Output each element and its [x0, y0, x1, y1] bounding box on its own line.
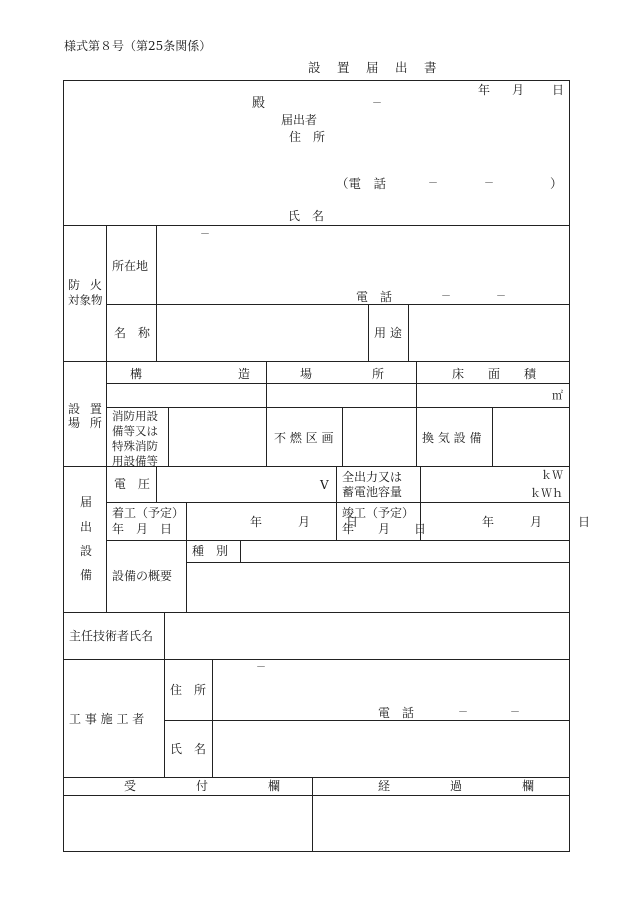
rule-install-bottom — [63, 466, 570, 467]
equipment-label-1: 届 — [80, 495, 93, 509]
contractor-name-label: 氏 名 — [170, 742, 207, 756]
addressee-dono: 殿 — [252, 96, 266, 111]
contractor-phone-label: 電 話 — [378, 706, 415, 720]
output-kw: ｋＷ — [541, 469, 563, 482]
rule-contractor-mid — [164, 720, 570, 721]
notifier-phone-dash2: － — [484, 178, 494, 189]
rule-kind-bottom — [186, 562, 570, 563]
install-place-label-2: 場 所 — [68, 416, 105, 430]
fire-equipment-line-4: 用設備等 — [112, 454, 158, 468]
start-label-2: 年 月 日 — [112, 522, 173, 536]
fire-target-phone-dash1: － — [441, 291, 451, 302]
contractor-phone-dash1: － — [458, 707, 468, 718]
fire-target-label-1: 防 火 — [68, 278, 105, 292]
rule-use-left — [368, 304, 369, 361]
fire-equipment-line-3: 特殊消防 — [112, 439, 158, 453]
rule-fire-target-label — [106, 225, 107, 466]
rule-equipment-row1 — [106, 502, 570, 503]
voltage-unit: V — [320, 478, 329, 492]
floor-area-unit: ㎡ — [552, 389, 563, 402]
output-kwh: ｋＷｈ — [530, 487, 563, 500]
fire-equipment-line-1: 消防用設 — [112, 409, 158, 423]
date-month: 月 — [512, 83, 525, 97]
contractor-label: 工 事 施 工 者 — [69, 712, 145, 726]
floor-area-header: 床 面 積 — [452, 367, 537, 381]
equipment-label-2: 出 — [80, 520, 93, 534]
install-place-label-1: 設 置 — [68, 402, 105, 416]
notifier-name-label: 氏 名 — [288, 209, 325, 223]
rule-contractor-sub-right — [212, 659, 213, 777]
addressee-dash: － — [372, 98, 382, 109]
rule-equipment-bottom — [63, 612, 570, 613]
rule-footer-divider — [312, 777, 313, 852]
place-header: 場 所 — [300, 367, 385, 381]
rule-engineer-right — [164, 612, 165, 659]
rule-fire-target-mid — [106, 304, 570, 305]
location-dash: － — [200, 229, 210, 240]
structure-header: 構 造 — [130, 367, 251, 381]
rule-fire-equipment-right — [168, 407, 169, 466]
output-label-2: 蓄電池容量 — [342, 485, 403, 499]
location-label: 所在地 — [112, 259, 149, 273]
rule-contractor-label-right — [164, 659, 165, 777]
rule-fire-target-bottom — [63, 361, 570, 362]
rule-start-label-right — [186, 502, 187, 612]
end-label-2: 年 月 日 — [342, 522, 427, 536]
overview-label: 設備の概要 — [112, 569, 173, 583]
notifier-phone-dash1: － — [428, 178, 438, 189]
rule-structure-right — [266, 361, 267, 466]
notifier-label: 届出者 — [281, 113, 318, 127]
rule-equipment-row2 — [106, 540, 570, 541]
rule-install-row2 — [106, 407, 570, 408]
rule-location-label — [156, 225, 157, 361]
rule-contractor-bottom — [63, 777, 570, 778]
fire-equipment-label — [112, 409, 158, 469]
kind-label: 種 別 — [192, 544, 229, 558]
document-title: 設 置 届 出 書 — [308, 60, 439, 75]
equipment-label-4: 備 — [80, 568, 93, 582]
notifier-address-label: 住 所 — [289, 130, 326, 144]
engineer-label: 主任技術者氏名 — [69, 629, 154, 643]
form-number: 様式第８号（第25条関係） — [64, 39, 212, 53]
notifier-phone-open: （電 話 — [336, 176, 387, 191]
rule-place-right — [416, 361, 417, 466]
rule-engineer-bottom — [63, 659, 570, 660]
date-day: 日 — [552, 83, 565, 97]
start-label-1: 着工（予定） — [112, 506, 185, 520]
progress-header: 経 過 欄 — [378, 779, 535, 793]
end-date-ymd: 年 月 日 — [482, 515, 591, 529]
rule-install-header — [106, 383, 570, 384]
rule-ventilation-right — [492, 407, 493, 466]
output-label-1: 全出力又は — [342, 470, 403, 484]
rule-footer-header — [63, 795, 570, 796]
contractor-address-label: 住 所 — [170, 683, 207, 697]
fire-target-use-label: 用 途 — [374, 326, 402, 340]
fire-target-phone-dash2: － — [496, 291, 506, 302]
rule-nonflammable-right — [342, 407, 343, 466]
notifier-phone-close: ） — [550, 176, 563, 191]
equipment-label-3: 設 — [80, 544, 93, 558]
rule-top-block — [63, 225, 570, 226]
fire-target-name-label: 名 称 — [114, 326, 151, 340]
fire-equipment-line-2: 備等又は — [112, 424, 158, 438]
rule-kind-right — [240, 540, 241, 562]
date-year: 年 — [478, 83, 491, 97]
voltage-label: 電 圧 — [114, 477, 151, 491]
fire-target-label-2: 対象物 — [68, 293, 103, 307]
end-label-1: 竣工（予定） — [342, 506, 415, 520]
contractor-dash: － — [256, 662, 266, 673]
reception-header: 受 付 欄 — [124, 779, 281, 793]
contractor-phone-dash2: － — [510, 707, 520, 718]
rule-use-right — [408, 304, 409, 361]
rule-voltage-label-right — [156, 466, 157, 502]
rule-equipment-label — [106, 466, 107, 612]
ventilation-label: 換 気 設 備 — [422, 431, 482, 445]
start-date-ymd: 年 月 日 — [250, 515, 359, 529]
nonflammable-label: 不 燃 区 画 — [274, 431, 334, 445]
fire-target-phone-label: 電 話 — [356, 290, 393, 304]
